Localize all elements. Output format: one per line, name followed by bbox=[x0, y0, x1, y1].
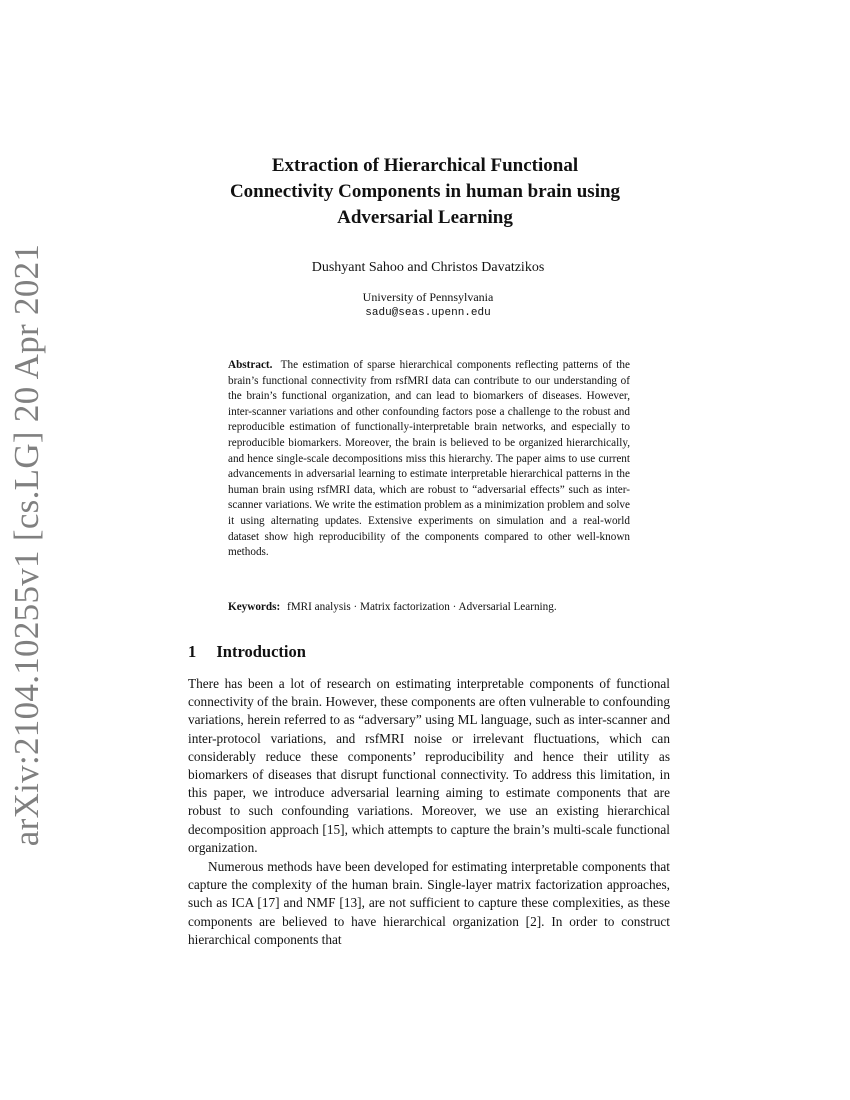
abstract-label: Abstract. bbox=[228, 359, 273, 371]
keywords bbox=[228, 600, 638, 616]
affiliation-block bbox=[170, 289, 686, 321]
section-heading bbox=[188, 642, 306, 662]
paragraph: Numerous methods have been developed for estimating interpretable components that capture the complexity of the human brain. Single-layer matrix factorization approaches, such as ICA [17] and NMF [13], are not sufficient to capture these complexities, as these components are believed to have hierarchical organization [2]. In order to construct hierarchical components that bbox=[188, 859, 670, 947]
title-line: Connectivity Components in human brain using bbox=[229, 181, 621, 202]
author-list: Dushyant Sahoo and Christos Davatzikos bbox=[311, 260, 545, 275]
author-email: sadu@seas.upenn.edu bbox=[365, 307, 491, 319]
arxiv-identifier-text: arXiv:2104.10255v1 [cs.LG] 20 Apr 2021 bbox=[7, 243, 46, 847]
abstract bbox=[228, 358, 630, 561]
paper-title bbox=[170, 153, 680, 231]
paragraph: There has been a lot of research on estimating interpretable components of functional connectivity of the brain. However, these components are often vulnerable to confounding variations, herein referred to as “adversary” using ML language, such as inter-scanner and inter-protocol variations, and rsfMRI noise or irrelevant fluctuations, which can considerably reduce these components’ reproducibility and hence their utility as biomarkers of diseases that disrupt functional connectivity. To address this limitation, in this paper, we introduce adversarial learning aiming to estimate components that are robust to such confounding variations. Moreover, we use an existing hierarchical decomposition approach [15], which attempts to capture the brain’s multi-scale functional organization. bbox=[188, 676, 670, 855]
title-line: Extraction of Hierarchical Functional bbox=[271, 155, 579, 176]
section-body bbox=[188, 675, 670, 949]
arxiv-identifier-stamp bbox=[2, 243, 52, 847]
title-line: Adversarial Learning bbox=[337, 207, 513, 228]
keywords-label: Keywords: bbox=[228, 601, 281, 613]
abstract-text: The estimation of sparse hierarchical components reflecting patterns of the brain’s functional connectivity from rsfMRI data can contribute to our understanding of the brain’s functional organization, and can lead to biomarkers of diseases. However, inter-scanner variations and other confounding factors pose a challenge to the robust and reproducible estimation of functionally-interpretable brain networks, and especially to reproducible biomarkers. Moreover, the brain is believed to be organized hierarchically, and hence single-scale decompositions miss this hierarchy. The paper aims to use current advancements in adversarial learning to estimate interpretable hierarchical patterns in the human brain using rsfMRI data, which are robust to “adversarial effects” such as inter-scanner variations. We write the estimation problem as a minimization problem and solve it using alternating updates. Extensive experiments on simulation and a real-world dataset show high reproducibility of the components compared to other well-known methods. bbox=[228, 359, 630, 559]
keywords-text: fMRI analysis · Matrix factorization · Adversarial Learning. bbox=[287, 601, 557, 613]
section-title: Introduction bbox=[216, 642, 306, 661]
affiliation-name: University of Pennsylvania bbox=[362, 290, 494, 304]
section-number: 1 bbox=[188, 642, 197, 661]
